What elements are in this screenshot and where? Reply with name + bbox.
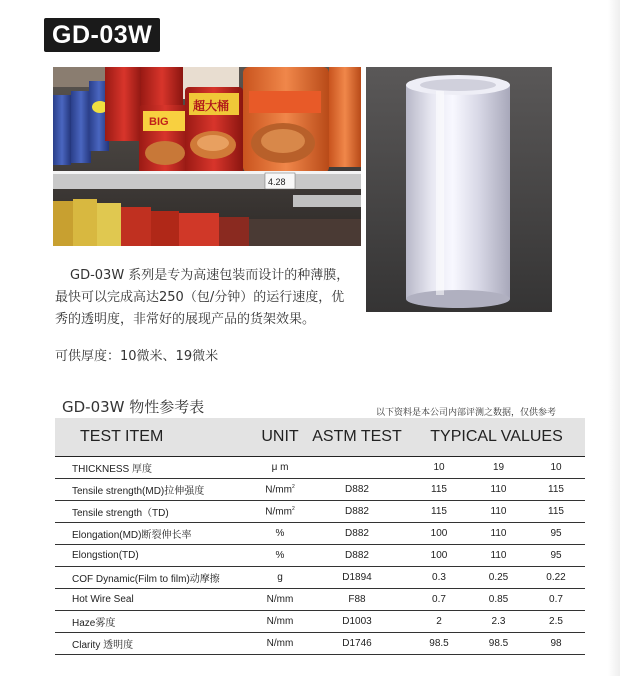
cup-name-text: 超大桶 (193, 99, 230, 113)
table-row (55, 501, 585, 523)
price-tag-text: 4.28 (268, 177, 286, 187)
cell-item: Hot Wire Seal (55, 589, 254, 611)
cell-unit: % (254, 545, 306, 567)
product-shelf-photo (53, 67, 361, 246)
unit-superscript: 2 (291, 483, 295, 490)
cell-item: Tensile strength(MD)拉伸强度 (55, 479, 254, 501)
cell-value-2: 110 (470, 523, 527, 545)
properties-table (55, 418, 585, 655)
cell-value-3: 10 (527, 457, 585, 479)
cell-value-1: 100 (408, 523, 470, 545)
cell-unit: μ m (254, 457, 306, 479)
table-note: 以下资料是本公司内部评测之数据，仅供参考 (376, 408, 557, 418)
cell-value-2: 110 (470, 545, 527, 567)
cell-value-1: 0.7 (408, 589, 470, 611)
cell-value-3: 2.5 (527, 611, 585, 633)
header-test-item: TEST ITEM (55, 418, 254, 457)
model-title-badge (44, 18, 160, 52)
cell-item: Haze雾度 (55, 611, 254, 633)
cell-value-3: 95 (527, 545, 585, 567)
cell-value-3: 115 (527, 501, 585, 523)
cell-value-2: 0.25 (470, 567, 527, 589)
table-row (55, 567, 585, 589)
description-line-3: 秀的透明度，非常好的展现产品的货架效果。 (55, 312, 316, 327)
unit-text: N/mm (265, 484, 292, 496)
cell-unit (254, 501, 306, 523)
cell-unit: g (254, 567, 306, 589)
cell-value-1: 115 (408, 479, 470, 501)
cell-value-1: 115 (408, 501, 470, 523)
cell-value-2: 19 (470, 457, 527, 479)
film-roll-photo (366, 67, 552, 312)
table-header-row (55, 418, 585, 457)
table-row (55, 457, 585, 479)
cell-astm: D1003 (306, 611, 408, 633)
description-line-1: GD-03W 系列是专为高速包装而设计的种薄膜， (70, 268, 350, 283)
cell-unit: N/mm (254, 633, 306, 655)
header-typical-values: TYPICAL VALUES (408, 418, 585, 457)
cell-astm: D882 (306, 479, 408, 501)
cell-value-1: 2 (408, 611, 470, 633)
cell-item: Clarity 透明度 (55, 633, 254, 655)
cell-astm: D882 (306, 523, 408, 545)
cell-value-1: 10 (408, 457, 470, 479)
film-roll-illustration (366, 67, 552, 312)
table-row (55, 611, 585, 633)
cell-unit: % (254, 523, 306, 545)
cell-astm: F88 (306, 589, 408, 611)
cell-astm (306, 457, 408, 479)
model-title: GD-03W (52, 20, 153, 49)
cell-astm: D1894 (306, 567, 408, 589)
cell-value-2: 110 (470, 501, 527, 523)
cell-unit: N/mm (254, 611, 306, 633)
table-row (55, 589, 585, 611)
cell-value-3: 0.22 (527, 567, 585, 589)
cell-value-2: 2.3 (470, 611, 527, 633)
cell-value-2: 98.5 (470, 633, 527, 655)
cup-brand-text: BIG (149, 116, 169, 128)
table-row (55, 633, 585, 655)
cell-value-3: 98 (527, 633, 585, 655)
cell-item: Elongstion(TD) (55, 545, 254, 567)
unit-superscript: 2 (291, 505, 295, 512)
page-edge-shadow (608, 0, 620, 676)
table-row (55, 479, 585, 501)
header-unit: UNIT (254, 418, 306, 457)
cell-value-3: 95 (527, 523, 585, 545)
description-line-2: 最快可以完成高达250（包/分钟）的运行速度，优 (55, 290, 345, 305)
cell-value-3: 115 (527, 479, 585, 501)
cell-value-1: 98.5 (408, 633, 470, 655)
cell-value-2: 0.85 (470, 589, 527, 611)
table-row (55, 523, 585, 545)
header-astm-test: ASTM TEST (306, 418, 408, 457)
cell-astm: D882 (306, 501, 408, 523)
shelf-illustration (53, 67, 361, 246)
cell-value-3: 0.7 (527, 589, 585, 611)
thickness-note: 可供厚度：10微米、19微米 (55, 349, 219, 364)
product-description (55, 265, 365, 331)
table-row (55, 545, 585, 567)
cell-astm: D882 (306, 545, 408, 567)
cell-item: THICKNESS 厚度 (55, 457, 254, 479)
unit-text: N/mm (265, 506, 292, 518)
cell-item: COF Dynamic(Film to film)动摩擦 (55, 567, 254, 589)
cell-value-2: 110 (470, 479, 527, 501)
cell-item: Elongation(MD)断裂伸长率 (55, 523, 254, 545)
cell-unit: N/mm (254, 589, 306, 611)
cell-astm: D1746 (306, 633, 408, 655)
table-title: GD-03W 物性参考表 (62, 398, 205, 416)
cell-value-1: 100 (408, 545, 470, 567)
cell-value-1: 0.3 (408, 567, 470, 589)
cell-unit (254, 479, 306, 501)
cell-item: Tensile strength（TD) (55, 501, 254, 523)
